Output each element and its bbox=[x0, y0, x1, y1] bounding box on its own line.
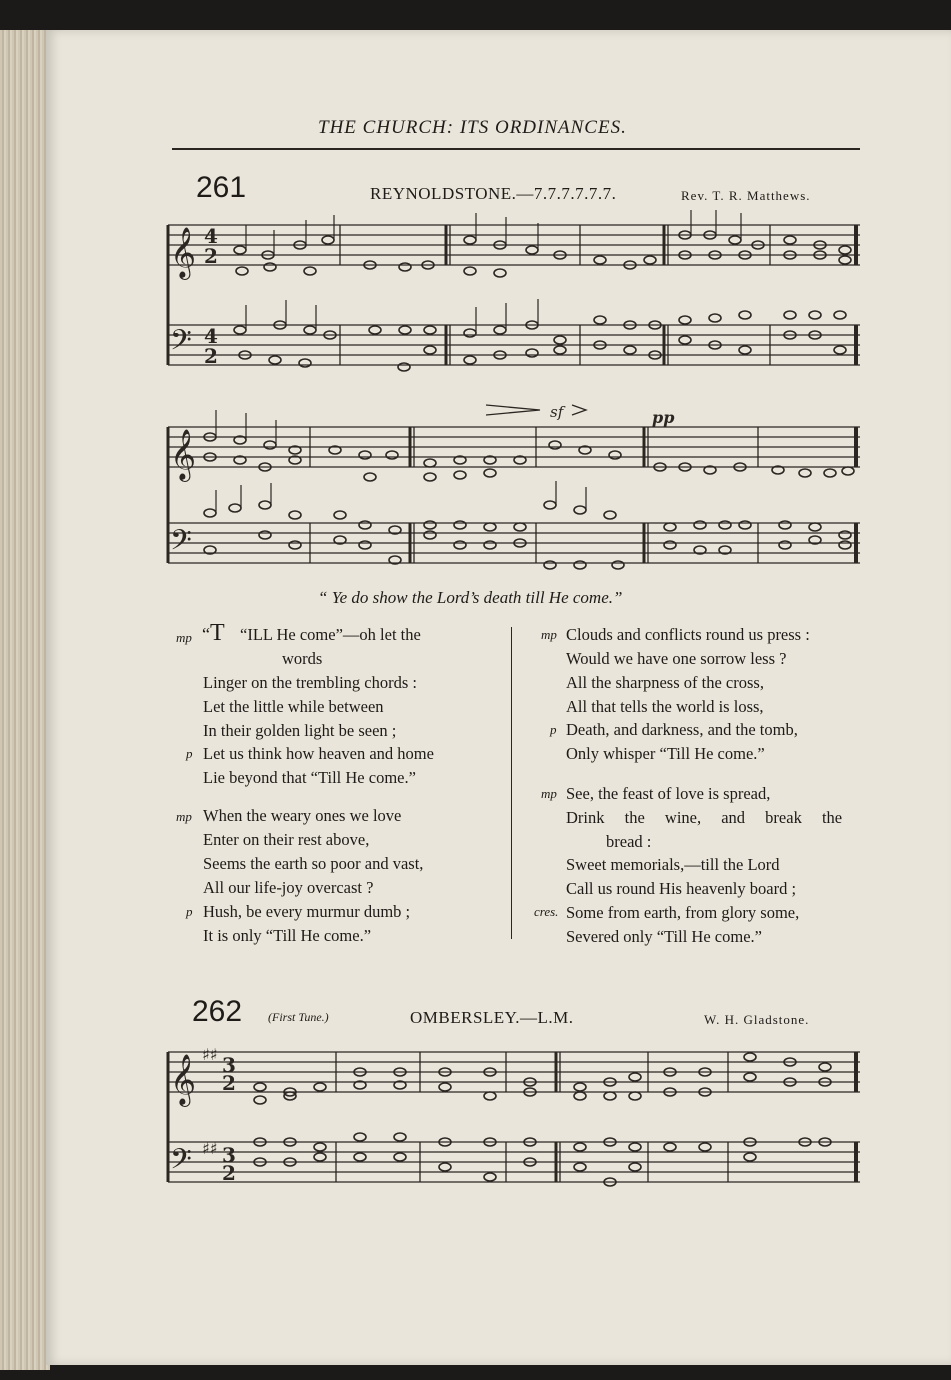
running-head: THE CHURCH: ITS ORDINANCES. bbox=[318, 117, 627, 138]
dynamic-p-verse1: p bbox=[186, 746, 193, 761]
verse1-line4: In their golden light be seen ; bbox=[203, 721, 397, 740]
key-signature-treble: ♯♯ bbox=[202, 1045, 218, 1064]
verse2-line5: Hush, be every murmur dumb ; bbox=[203, 902, 411, 921]
verse3-line1: Clouds and conflicts round us press : bbox=[566, 625, 810, 644]
bass-clef-262: 𝄢 bbox=[170, 1143, 192, 1183]
verse4-line6: Severed only “Till He come.” bbox=[566, 927, 762, 946]
dynamic-cres-verse4: cres. bbox=[534, 904, 559, 919]
verse1-line3: Let the little while between bbox=[203, 697, 384, 716]
tune-name-262: OMBERSLEY.—L.M. bbox=[410, 1008, 574, 1027]
svg-text:2: 2 bbox=[222, 1071, 236, 1095]
verse4-line2: Drink the wine, and break the bbox=[566, 808, 843, 827]
dynamic-p-verse2: p bbox=[186, 904, 193, 919]
verse3-line6: Only whisper “Till He come.” bbox=[566, 744, 765, 763]
tune-name-261: REYNOLDSTONE.—7.7.7.7.7.7. bbox=[370, 184, 617, 203]
dynamic-pp: pp bbox=[652, 408, 675, 427]
verse3-line3: All the sharpness of the cross, bbox=[566, 673, 764, 692]
verse4-line4: Call us round His heavenly board ; bbox=[566, 879, 797, 898]
verse2-line2: Enter on their rest above, bbox=[203, 830, 370, 849]
bass-clef-1: 𝄢 bbox=[170, 324, 192, 364]
treble-clef-1: 𝄞 bbox=[170, 227, 197, 278]
bass-staff-1 bbox=[168, 325, 860, 365]
verse4-line3: Sweet memorials,—till the Lord bbox=[566, 855, 780, 874]
bass-clef-2: 𝄢 bbox=[170, 524, 192, 564]
verse1-line6: Lie beyond that “Till He come.” bbox=[203, 768, 416, 787]
treble-staff-1 bbox=[168, 225, 860, 265]
dynamic-mp-verse2: mp bbox=[176, 809, 192, 824]
svg-text:2: 2 bbox=[204, 344, 218, 368]
verse1-line2: Linger on the trembling chords : bbox=[203, 673, 417, 692]
column-divider bbox=[511, 627, 512, 939]
treble-clef-262: 𝄞 bbox=[170, 1054, 197, 1105]
verse2-line4: All our life-joy overcast ? bbox=[203, 878, 374, 897]
svg-text:2: 2 bbox=[222, 1161, 236, 1185]
dropcap-letter: T bbox=[210, 620, 225, 646]
svg-text:2: 2 bbox=[204, 244, 218, 268]
verse4-line2-cont: bread : bbox=[606, 832, 652, 851]
svg-text:3: 3 bbox=[222, 1143, 236, 1167]
verse4-line1: See, the feast of love is spread, bbox=[566, 784, 771, 803]
hymn-number-262: 262 bbox=[192, 995, 243, 1028]
verse3-line2: Would we have one sorrow less ? bbox=[566, 649, 787, 668]
decrescendo-hairpin bbox=[572, 405, 586, 415]
first-tune-label: (First Tune.) bbox=[268, 1010, 329, 1024]
dynamic-p-verse3: p bbox=[550, 722, 557, 737]
verse2-line1: When the weary ones we love bbox=[203, 806, 402, 825]
treble-clef-2: 𝄞 bbox=[170, 429, 197, 480]
verse4-line5: Some from earth, from glory some, bbox=[566, 903, 800, 922]
dynamic-sf: sf bbox=[550, 403, 564, 421]
composer-261: Rev. T. R. Matthews. bbox=[681, 188, 811, 203]
header-rule bbox=[172, 148, 860, 150]
verse1-line1-cont: words bbox=[282, 649, 323, 668]
verse1-line5: Let us think how heaven and home bbox=[203, 744, 434, 763]
page-edge-stack bbox=[0, 30, 50, 1370]
verse3-line4: All that tells the world is loss, bbox=[566, 697, 764, 716]
verse2-line3: Seems the earth so poor and vast, bbox=[203, 854, 424, 873]
key-signature-bass: ♯♯ bbox=[202, 1139, 218, 1158]
crescendo-hairpin bbox=[486, 405, 540, 415]
svg-text:3: 3 bbox=[222, 1053, 236, 1077]
composer-262: W. H. Gladstone. bbox=[704, 1012, 810, 1027]
verse1-line1-text: “ILL He come”—oh let the bbox=[240, 625, 421, 644]
epigraph-261: “ Ye do show the Lord’s death till He come.” bbox=[318, 588, 623, 607]
music-score-261 bbox=[160, 205, 870, 585]
dynamic-mp-verse4: mp bbox=[541, 786, 557, 801]
noteheads bbox=[204, 231, 854, 569]
music-score-262 bbox=[160, 1030, 870, 1200]
svg-text:4: 4 bbox=[204, 224, 218, 248]
verse1-line1: “T bbox=[202, 620, 225, 646]
dynamic-mp-verse3: mp bbox=[541, 627, 557, 642]
svg-text:4: 4 bbox=[204, 324, 218, 348]
verse3-line5: Death, and darkness, and the tomb, bbox=[566, 720, 798, 739]
dynamic-mp-verse1: mp bbox=[176, 630, 192, 645]
hymn-number-261: 261 bbox=[196, 171, 247, 204]
verse2-line6: It is only “Till He come.” bbox=[203, 926, 372, 945]
